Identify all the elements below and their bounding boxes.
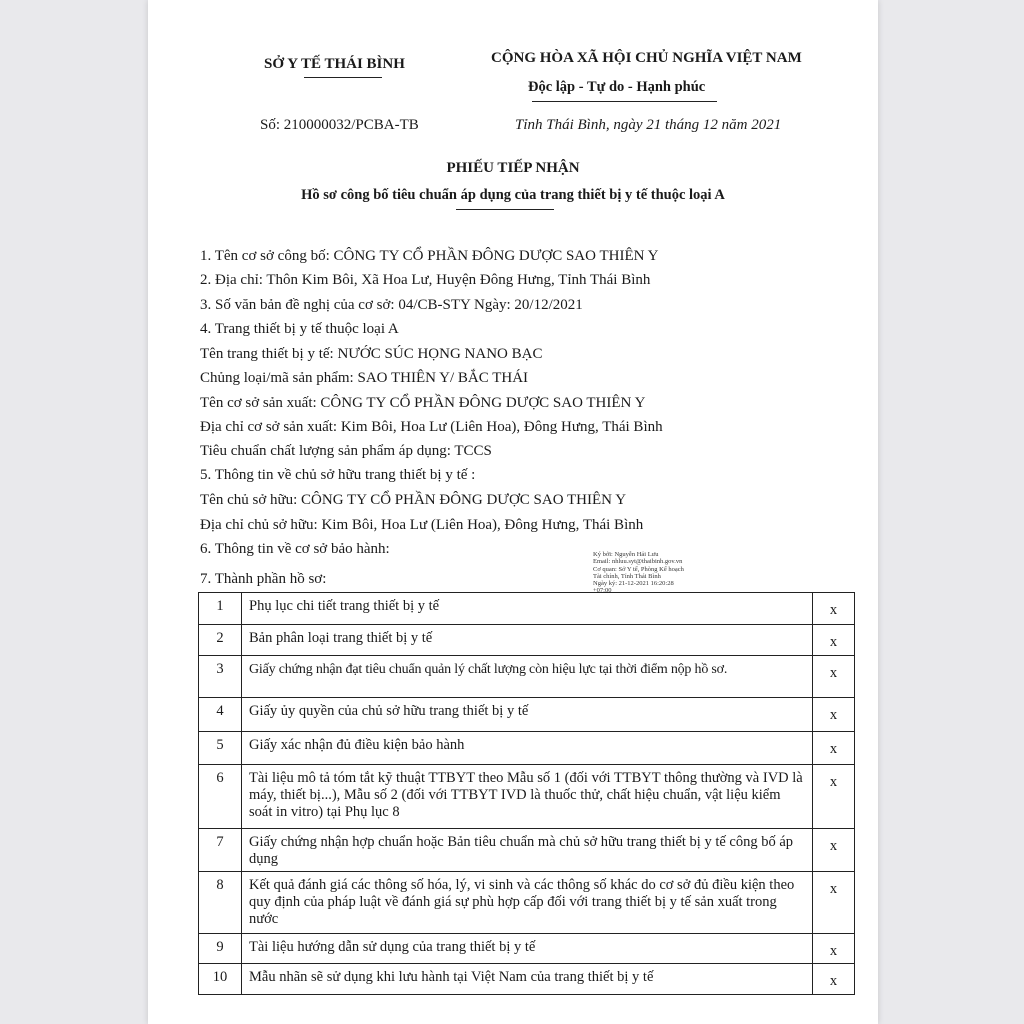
row-check-mark: x	[813, 765, 855, 829]
agency-underline	[304, 77, 382, 78]
table-row	[199, 829, 855, 872]
field-device-name: Tên trang thiết bị y tế: NƯỚC SÚC HỌNG NANO BẠC	[200, 346, 543, 362]
table-row	[199, 593, 855, 625]
field-owner-name: Tên chủ sở hữu: CÔNG TY CỔ PHẦN ĐÔNG DƯỢC SAO THIÊN Y	[200, 492, 627, 508]
field-request-number: 3. Số văn bản đề nghị của cơ sở: 04/CB-STY Ngày: 20/12/2021	[200, 297, 583, 313]
national-motto: Độc lập - Tự do - Hạnh phúc	[528, 79, 706, 95]
table-row	[199, 765, 855, 829]
row-number: 3	[199, 656, 242, 698]
row-number: 4	[199, 698, 242, 732]
row-number: 1	[199, 593, 242, 625]
row-document: Giấy ủy quyền của chủ sở hữu trang thiết bị y tế	[242, 698, 813, 732]
row-document: Giấy xác nhận đủ điều kiện bảo hành	[242, 732, 813, 765]
row-number: 8	[199, 872, 242, 934]
signature-signer: Ký bởi: Nguyễn Hải Lưu	[593, 551, 659, 558]
table-row	[199, 964, 855, 995]
signature-timezone: +07:00	[593, 587, 612, 595]
subtitle-underline	[456, 209, 554, 210]
dossier-table	[198, 592, 855, 995]
row-check-mark: x	[813, 656, 855, 698]
table-row	[199, 934, 855, 964]
digital-signature	[593, 551, 753, 595]
field-quality-standard: Tiêu chuẩn chất lượng sản phẩm áp dụng: TCCS	[200, 443, 492, 459]
field-manufacturer: Tên cơ sở sản xuất: CÔNG TY CỔ PHẦN ĐÔNG DƯỢC SAO THIÊN Y	[200, 395, 646, 411]
row-document: Giấy chứng nhận hợp chuẩn hoặc Bản tiêu chuẩn mà chủ sở hữu trang thiết bị y tế công bố áp dụng	[242, 829, 813, 872]
row-check-mark: x	[813, 829, 855, 872]
row-check-mark: x	[813, 872, 855, 934]
table-row	[199, 625, 855, 656]
field-dossier-components: 7. Thành phần hồ sơ:	[200, 571, 327, 587]
document-number: Số: 210000032/PCBA-TB	[260, 117, 419, 133]
row-document: Bản phân loại trang thiết bị y tế	[242, 625, 813, 656]
motto-underline	[532, 101, 717, 102]
document-title: PHIẾU TIẾP NHẬN	[446, 160, 580, 176]
field-owner-section: 5. Thông tin về chủ sở hữu trang thiết bị y tế :	[200, 467, 476, 483]
row-document: Tài liệu hướng dẫn sử dụng của trang thiết bị y tế	[242, 934, 813, 964]
signature-agency-cont: Tài chính, Tỉnh Thái Bình	[593, 572, 661, 580]
field-declarant-name: 1. Tên cơ sở công bố: CÔNG TY CỔ PHẦN ĐÔNG DƯỢC SAO THIÊN Y	[200, 248, 659, 264]
row-check-mark: x	[813, 732, 855, 765]
row-document: Kết quả đánh giá các thông số hóa, lý, vi sinh và các thông số khác do cơ sở đủ điều kiện theo quy định của pháp luật về đánh giá sự phù hợp cấp đối với trang thiết bị y tế sản xuất trong nước	[242, 872, 813, 934]
field-owner-address: Địa chỉ chủ sở hữu: Kim Bôi, Hoa Lư (Liên Hoa), Đông Hưng, Thái Bình	[200, 517, 644, 533]
field-manufacturer-address: Địa chỉ cơ sở sản xuất: Kim Bôi, Hoa Lư (Liên Hoa), Đông Hưng, Thái Bình	[200, 419, 663, 435]
row-number: 10	[199, 964, 242, 995]
signature-date: Ngày ký: 21-12-2021 16:20:28	[593, 580, 674, 588]
document-subtitle: Hồ sơ công bố tiêu chuẩn áp dụng của trang thiết bị y tế thuộc loại A	[301, 187, 725, 203]
republic-name: CỘNG HÒA XÃ HỘI CHỦ NGHĨA VIỆT NAM	[491, 50, 802, 66]
row-document: Phụ lục chi tiết trang thiết bị y tế	[242, 593, 813, 625]
place-and-date: Tỉnh Thái Bình, ngày 21 tháng 12 năm 2021	[515, 117, 782, 133]
field-address: 2. Địa chỉ: Thôn Kim Bôi, Xã Hoa Lư, Huyện Đông Hưng, Tỉnh Thái Bình	[200, 272, 651, 288]
row-number: 9	[199, 934, 242, 964]
row-check-mark: x	[813, 625, 855, 656]
row-check-mark: x	[813, 698, 855, 732]
table-row	[199, 872, 855, 934]
document-page	[148, 0, 878, 1024]
signature-agency: Cơ quan: Sở Y tế, Phòng Kế hoạch	[593, 565, 684, 573]
row-number: 2	[199, 625, 242, 656]
row-check-mark: x	[813, 964, 855, 995]
row-document: Mẫu nhãn sẽ sử dụng khi lưu hành tại Việt Nam của trang thiết bị y tế	[242, 964, 813, 995]
field-device-class: 4. Trang thiết bị y tế thuộc loại A	[200, 321, 399, 337]
row-document: Giấy chứng nhận đạt tiêu chuẩn quản lý chất lượng còn hiệu lực tại thời điểm nộp hồ sơ.	[242, 656, 813, 698]
row-number: 7	[199, 829, 242, 872]
row-number: 5	[199, 732, 242, 765]
row-document: Tài liệu mô tả tóm tắt kỹ thuật TTBYT theo Mẫu số 1 (đối với TTBYT thông thường và IVD là máy, thiết bị...), Mẫu số 2 (đối với TTBYT IVD là thuốc thử, chất hiệu chuẩn, vật liệu kiểm soát in vitro) tại Phụ lục 8	[242, 765, 813, 829]
table-row	[199, 698, 855, 732]
signature-email: Email: nhluu.syt@thaibinh.gov.vn	[593, 558, 683, 566]
field-product-code: Chủng loại/mã sản phẩm: SAO THIÊN Y/ BẮC THÁI	[200, 370, 529, 386]
row-check-mark: x	[813, 593, 855, 625]
agency-name: SỞ Y TẾ THÁI BÌNH	[264, 56, 405, 72]
table-row	[199, 732, 855, 765]
field-warranty: 6. Thông tin về cơ sở bảo hành:	[200, 541, 390, 557]
row-number: 6	[199, 765, 242, 829]
row-check-mark: x	[813, 934, 855, 964]
table-row	[199, 656, 855, 698]
